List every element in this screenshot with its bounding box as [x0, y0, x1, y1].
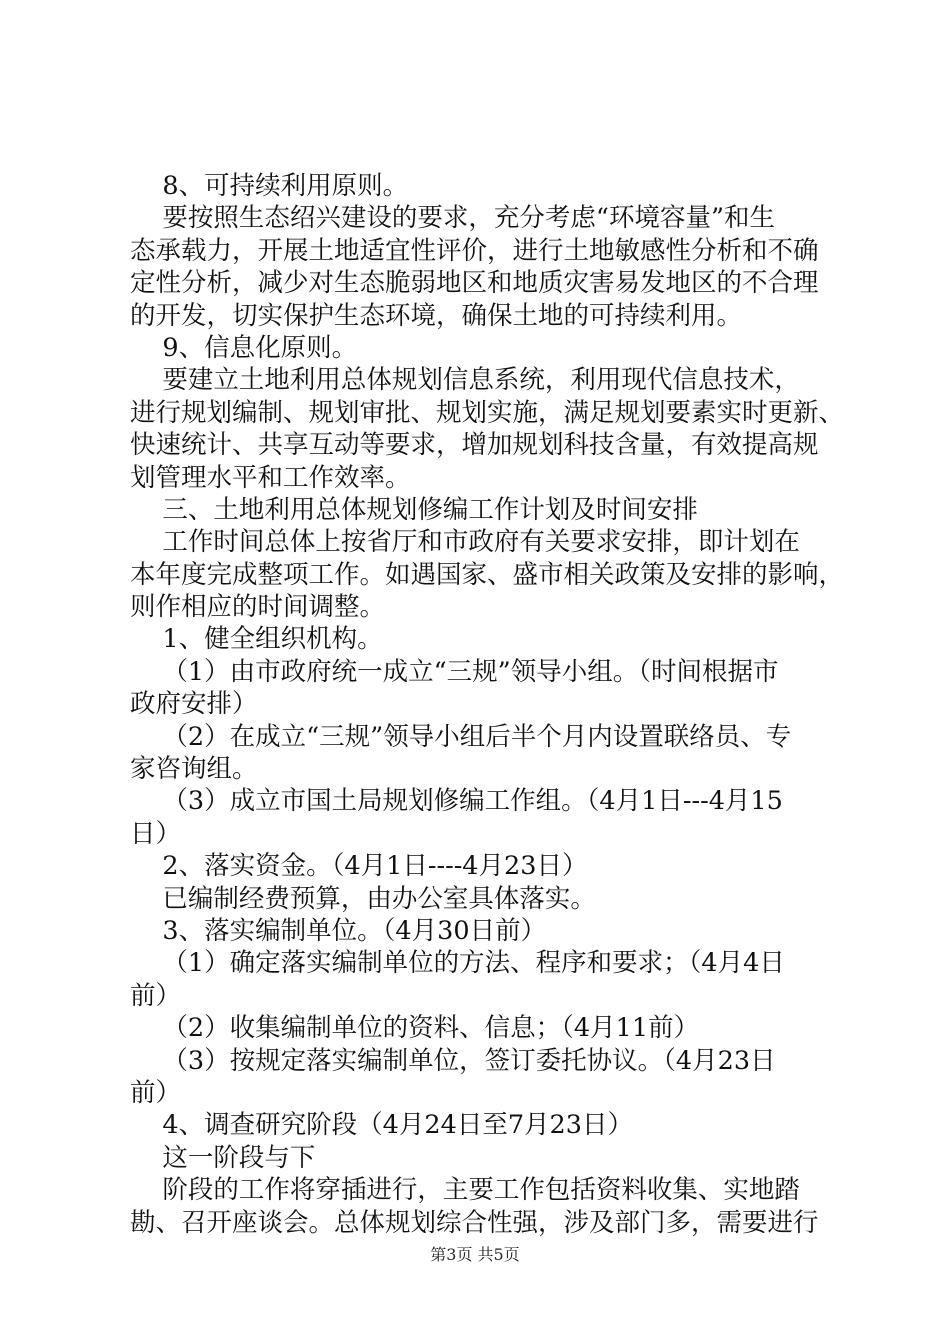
- document-line: 勘、召开座谈会。总体规划综合性强，涉及部门多，需要进行: [130, 1207, 819, 1238]
- document-line: （1）由市政府统一成立“三规”领导小组。（时间根据市: [130, 656, 779, 687]
- document-line: 4、调查研究阶段（4月24日至7月23日）: [130, 1110, 633, 1141]
- document-line: 8、可持续利用原则。: [130, 171, 409, 201]
- document-line: 政府安排）: [130, 689, 258, 720]
- document-line: （3）按规定落实编制单位，签订委托协议。（4月23日: [130, 1045, 776, 1076]
- document-line: （3）成立市国土局规划修编工作组。（4月1日---4月15: [130, 786, 783, 817]
- document-line: 态承载力，开展土地适宜性评价，进行土地敏感性分析和不确: [130, 235, 819, 266]
- document-line: 9、信息化原则。: [130, 332, 358, 363]
- document-line: （2）收集编制单位的资料、信息；（4月11前）: [130, 1013, 700, 1044]
- document-line: 本年度完成整项工作。如遇国家、盛市相关政策及安排的影响，: [130, 559, 845, 590]
- document-line: 则作相应的时间调整。: [130, 592, 386, 623]
- document-line: 工作时间总体上按省厅和市政府有关要求安排，即计划在: [130, 527, 800, 558]
- document-line: 已编制经费预算，由办公室具体落实。: [130, 883, 596, 914]
- document-line: 1、健全组织机构。: [130, 624, 383, 655]
- document-line: 快速统计、共享互动等要求，增加规划科技含量，有效提高规: [130, 430, 819, 461]
- document-line: 日）: [130, 818, 182, 849]
- document-line: 这一阶段与下: [130, 1142, 316, 1173]
- document-line: 要建立土地利用总体规划信息系统，利用现代信息技术，: [130, 365, 800, 396]
- document-line: 定性分析，减少对生态脆弱地区和地质灾害易发地区的不合理: [130, 268, 819, 299]
- document-line: 三、土地利用总体规划修编工作计划及时间安排: [130, 494, 698, 525]
- document-line: 划管理水平和工作效率。: [130, 462, 411, 493]
- document-line: 2、落实资金。（4月1日----4月23日）: [130, 851, 588, 882]
- document-line: 的开发，切实保护生态环境，确保土地的可持续利用。: [130, 300, 743, 331]
- document-line: （2）在成立“三规”领导小组后半个月内设置联络员、专: [130, 721, 792, 752]
- document-line: 要按照生态绍兴建设的要求，充分考虑“环境容量”和生: [130, 203, 775, 234]
- document-line: 3、落实编制单位。（4月30日前）: [130, 915, 547, 946]
- document-body: [130, 170, 845, 1239]
- document-line: （1）确定落实编制单位的方法、程序和要求；（4月4日: [130, 948, 785, 979]
- document-line: 进行规划编制、规划审批、规划实施，满足规划要素实时更新、: [130, 397, 845, 428]
- document-line: 前）: [130, 1077, 182, 1108]
- page-footer: 第3页 共5页: [430, 1245, 520, 1264]
- document-line: 阶段的工作将穿插进行，主要工作包括资料收集、实地踏: [130, 1175, 800, 1206]
- document-line: 前）: [130, 980, 182, 1011]
- document-line: 家咨询组。: [130, 754, 258, 785]
